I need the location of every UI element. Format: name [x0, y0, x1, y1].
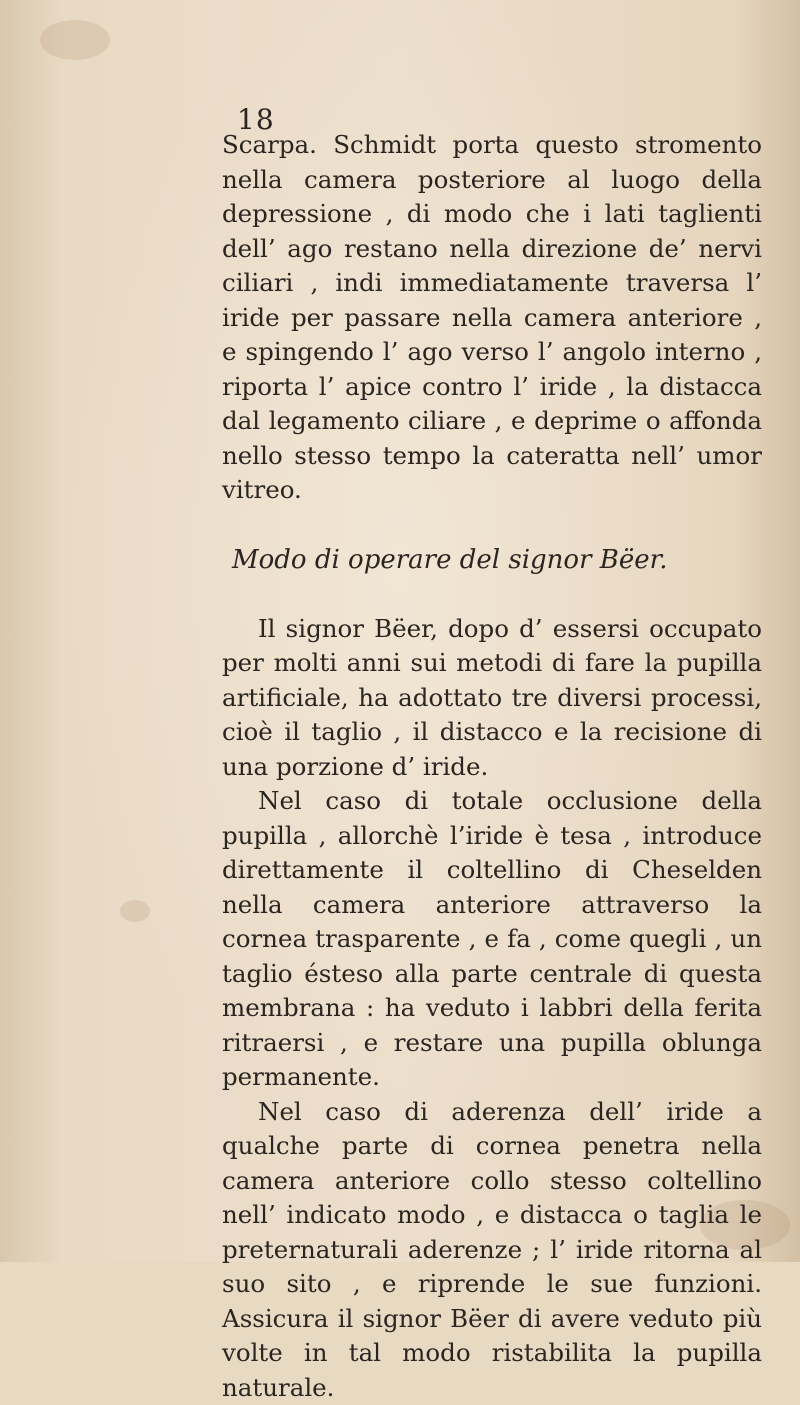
body-text — [222, 128, 762, 1405]
page-number: 18 — [237, 103, 275, 136]
section-heading: Modo di operare del signor Bëer. — [222, 508, 762, 612]
paragraph-2: Il signor Bëer, dopo d’ essersi occupato per molti anni sui metodi di fare la pupilla artificiale, ha adottato tre diversi processi, cioè il taglio , il distacco e la recisione di una porzione d’ iride. — [222, 612, 762, 785]
paragraph-3: Nel caso di totale occlusione della pupilla , allorchè l’iride è tesa , introduce direttamente il coltellino di Cheselden nella camera anteriore attraverso la cornea trasparente , e fa , come quegli , un taglio ésteso alla parte centrale di questa membrana : ha veduto i labbri della ferita ritraersi , e restare una pupilla oblunga permanente. — [222, 784, 762, 1095]
paper-stain — [120, 900, 150, 922]
paragraph-1: Scarpa. Schmidt porta questo stromento nella camera posteriore al luogo della depressione , di modo che i lati taglienti dell’ ago restano nella direzione de’ nervi ciliari , indi immediatamente traversa l’ iride per passare nella camera anteriore , e spingendo l’ ago verso l’ angolo interno , riporta l’ apice contro l’ iride , la distacca dal legamento ciliare , e deprime o affonda nello stesso tempo la cateratta nell’ umor vitreo. — [222, 128, 762, 508]
paper-stain — [40, 20, 110, 60]
paragraph-4: Nel caso di aderenza dell’ iride a qualche parte di cornea penetra nella camera anteriore collo stesso coltellino nell’ indicato modo , e distacca o taglia le preternaturali aderenze ; l’ iride ritorna al suo sito , e riprende le sue funzioni. Assicura il signor Bëer di avere veduto più volte in tal modo ristabilita la pupilla naturale. — [222, 1095, 762, 1405]
